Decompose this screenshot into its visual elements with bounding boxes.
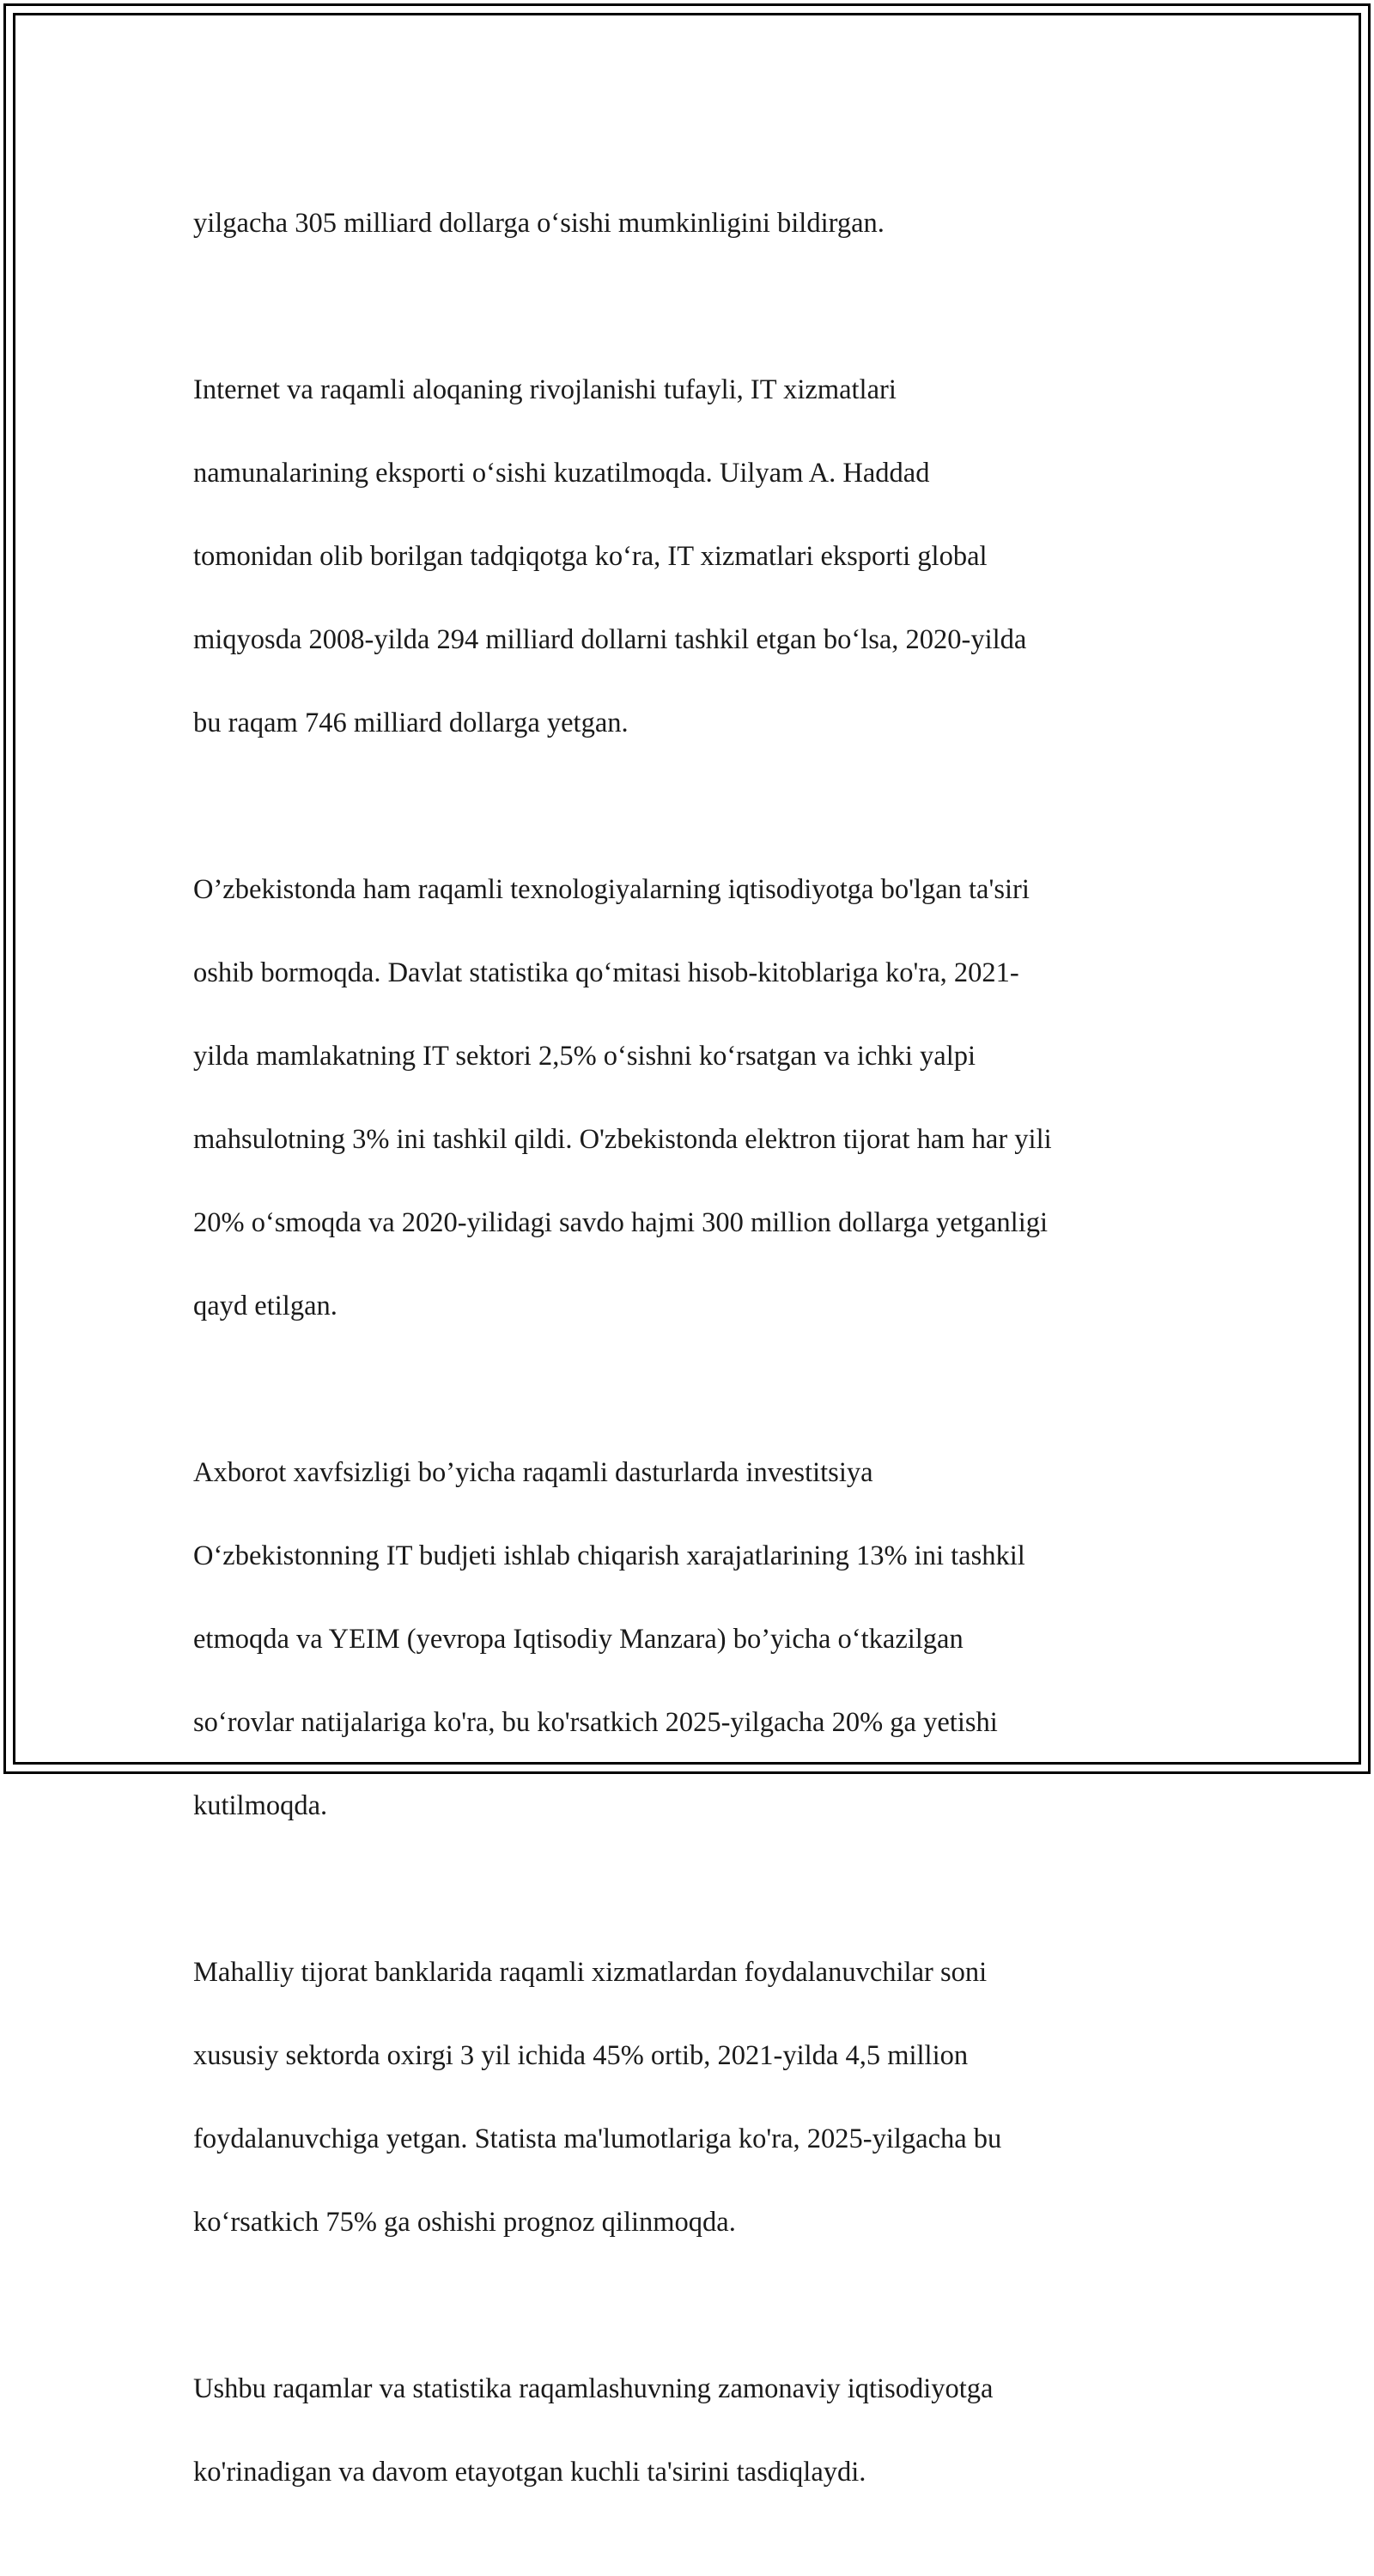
text-line: O’zbekistonda ham raqamli texnologiyalarning iqtisodiyotga bo'lgan ta'siri xyxy=(193,873,1030,905)
text-line: bu raqam 746 milliard dollarga yetgan. xyxy=(193,707,629,738)
text-line: O‘zbekistonning IT budjeti ishlab chiqarish xarajatlarining 13% ini tashkil xyxy=(193,1540,1025,1571)
text-line: so‘rovlar natijalariga ko'ra, bu ko'rsatkich 2025-yilgacha 20% ga yetishi xyxy=(193,1706,998,1738)
text-line: Axborot xavfsizligi bo’yicha raqamli dasturlarda investitsiya xyxy=(193,1456,873,1488)
paragraph-6 xyxy=(193,2326,1181,2535)
text-line: tomonidan olib borilgan tadqiqotga ko‘ra, IT xizmatlari eksporti global xyxy=(193,540,988,572)
text-line: qayd etilgan. xyxy=(193,1290,337,1321)
paragraph-4 xyxy=(193,1410,1181,1868)
text-line: yilgacha 305 milliard dollarga o‘sishi mumkinligini bildirgan. xyxy=(193,207,885,239)
text-line: etmoqda va YEIM (yevropa Iqtisodiy Manzara) bo’yicha o‘tkazilgan xyxy=(193,1623,964,1655)
text-line: mahsulotning 3% ini tashkil qildi. O'zbekistonda elektron tijorat ham har yili xyxy=(193,1123,1052,1155)
text-line: foydalanuvchiga yetgan. Statista ma'lumotlariga ko'ra, 2025-yilgacha bu xyxy=(193,2123,1002,2154)
text-line: 20% o‘smoqda va 2020-yilidagi savdo hajmi 300 million dollarga yetganligi xyxy=(193,1206,1049,1238)
text-line: kutilmoqda. xyxy=(193,1789,328,1821)
text-line: Mahalliy tijorat banklarida raqamli xizmatlardan foydalanuvchilar soni xyxy=(193,1956,988,1988)
paragraph-2 xyxy=(193,327,1181,786)
text-line: oshib bormoqda. Davlat statistika qo‘mitasi hisob-kitoblariga ko'ra, 2021- xyxy=(193,957,1019,988)
text-line: yilda mamlakatning IT sektori 2,5% o‘sishni ko‘rsatgan va ichki yalpi xyxy=(193,1040,976,1072)
text-line: ko'rinadigan va davom etayotgan kuchli ta'sirini tasdiqlaydi. xyxy=(193,2456,866,2488)
paragraph-1 xyxy=(193,161,1181,286)
text-line: xususiy sektorda oxirgi 3 yil ichida 45% ortib, 2021-yilda 4,5 million xyxy=(193,2039,969,2071)
text-line: namunalarining eksporti o‘sishi kuzatilmoqda. Uilyam A. Haddad xyxy=(193,457,930,489)
paragraph-5 xyxy=(193,1910,1181,2285)
text-line: Internet va raqamli aloqaning rivojlanishi tufayli, IT xizmatlari xyxy=(193,374,897,405)
paragraph-3 xyxy=(193,827,1181,1369)
text-line: Ushbu raqamlar va statistika raqamlashuvning zamonaviy iqtisodiyotga xyxy=(193,2372,994,2404)
document-body xyxy=(193,161,1181,2576)
text-line: ko‘rsatkich 75% ga oshishi prognoz qilinmoqda. xyxy=(193,2206,736,2238)
text-line: miqyosda 2008-yilda 294 milliard dollarni tashkil etgan bo‘lsa, 2020-yilda xyxy=(193,623,1027,655)
